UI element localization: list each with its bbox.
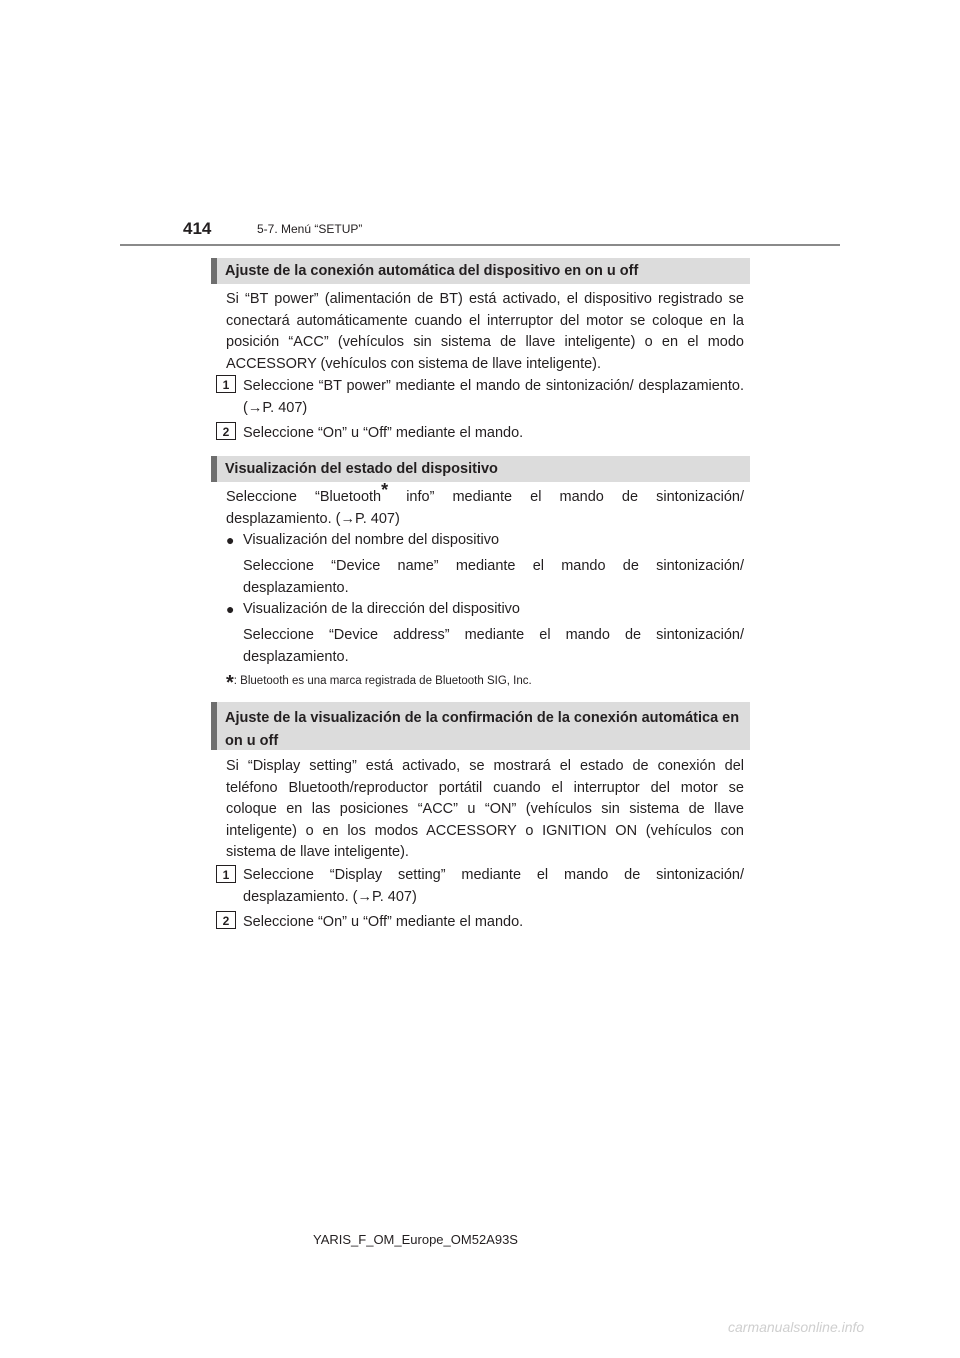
- heading-auto-connection: Ajuste de la conexión automática del dispositivo en on u off: [211, 258, 750, 284]
- item-device-name-text: Seleccione “Device name” mediante el mando de sintonización/ desplazamiento.: [243, 558, 744, 596]
- heading-display-confirmation: Ajuste de la visualización de la confirmación de la conexión automática en on u off: [211, 702, 750, 750]
- section-title: 5-7. Menú “SETUP”: [257, 222, 363, 236]
- section2-intro-before: Seleccione “Bluetooth: [226, 489, 382, 505]
- section1-step-1: Seleccione “BT power” mediante el mando de sintonización/ desplazamiento. (→P. 407): [243, 378, 744, 416]
- step-badge-2: 2: [216, 422, 236, 440]
- step-badge-1: 1: [216, 865, 236, 883]
- page-number: 414: [183, 219, 212, 238]
- section1-intro: Si “BT power” (alimentación de BT) está activado, el dispositivo registrado se conectará automáticamente cuando el interruptor del motor se coloque en la posición “ACC” (vehículos sin sistema de llave inteligente) o en el modo ACCESSORY (vehículos con sistema de llave inteligente).: [226, 291, 744, 372]
- section3-step-2: Seleccione “On” u “Off” mediante el mando.: [243, 914, 524, 930]
- section3-step-1: Seleccione “Display setting” mediante el mando de sintonización/ desplazamiento. (→P. 407): [243, 867, 744, 905]
- section2-intro: [226, 480, 744, 530]
- header-divider: [120, 244, 840, 246]
- document-code: YARIS_F_OM_Europe_OM52A93S: [313, 1232, 518, 1247]
- footnote-asterisk: *: [226, 672, 234, 694]
- item-device-address-text: Seleccione “Device address” mediante el mando de sintonización/ desplazamiento.: [243, 627, 744, 665]
- heading-device-status: Visualización del estado del dispositivo: [211, 456, 750, 482]
- item-device-name-title: Visualización del nombre del dispositivo: [243, 532, 500, 548]
- section1-step-2: Seleccione “On” u “Off” mediante el mando.: [243, 425, 524, 441]
- watermark: carmanualsonline.info: [728, 1319, 865, 1335]
- footnote: [226, 672, 532, 695]
- section3-intro: Si “Display setting” está activado, se mostrará el estado de conexión del teléfono Bluetooth/reproductor portátil cuando el interruptor del motor se coloque en las posiciones “ACC” u “ON” (vehículos sin sistema de llave inteligente) o en los modos ACCESSORY o IGNITION ON (vehículos con sistema de llave inteligente).: [226, 758, 744, 860]
- footnote-text: : Bluetooth es una marca registrada de Bluetooth SIG, Inc.: [233, 675, 532, 687]
- bullet-icon: ●: [226, 601, 235, 617]
- step-badge-1: 1: [216, 375, 236, 393]
- asterisk-mark: *: [381, 480, 389, 500]
- section2-intro-after: info” mediante el mando de sintonización/ desplazamiento. (→P. 407): [226, 489, 744, 527]
- item-device-address-title: Visualización de la dirección del dispositivo: [243, 601, 521, 617]
- step-badge-2: 2: [216, 911, 236, 929]
- bullet-icon: ●: [226, 532, 235, 548]
